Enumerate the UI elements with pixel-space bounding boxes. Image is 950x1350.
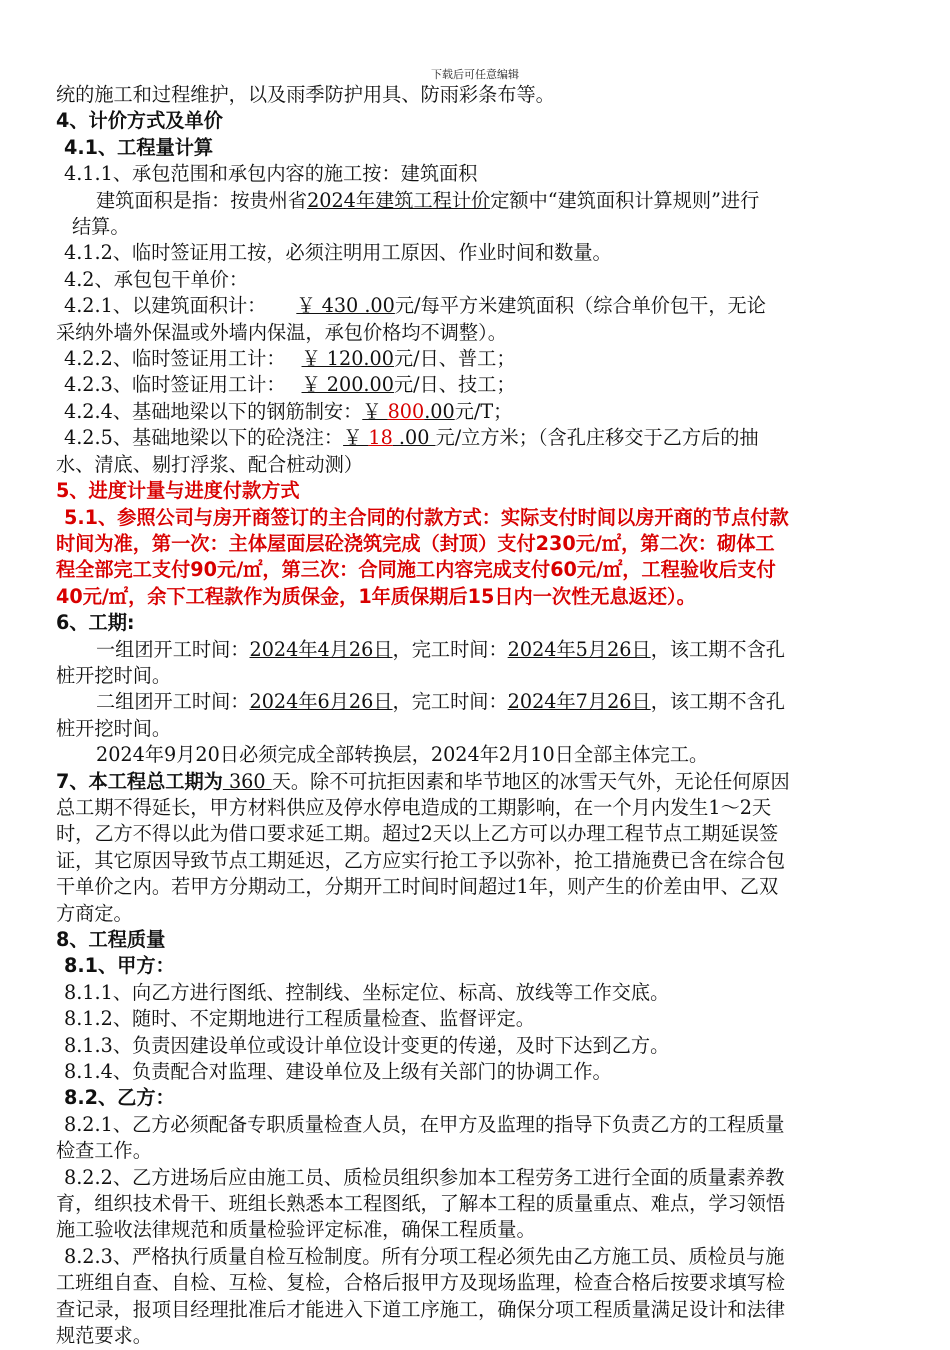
clause-text: 结算。 <box>72 215 130 239</box>
schedule-line: 桩开挖时间。 <box>56 663 172 687</box>
clause: 4.1.1、承包范围和承包内容的施工按：建筑面积 <box>64 162 478 186</box>
payment-terms: 程全部完工支付90元/㎡，第三次：合同施工内容完成支付60元/㎡，工程验收后支付 <box>56 558 776 582</box>
clause: 8.1.4、负责配合对监理、建设单位及上级有关部门的协调工作。 <box>64 1060 612 1084</box>
payment-terms: 时间为准，第一次：主体屋面层砼浇筑完成（封顶）支付230元/㎡，第二次：砌体工 <box>56 531 775 555</box>
clause-price: 4.2.1、以建筑面积计： ￥ 430 .00元/每平方米建筑面积（综合单价包干，无论 <box>64 294 766 318</box>
clause-text: 施工验收法律规范和质量检验评定标准，确保工程质量。 <box>56 1218 536 1242</box>
document-body <box>56 82 916 1350</box>
clause-text: 建筑面积是指：按贵州省2024年建筑工程计价定额中“建筑面积计算规则”进行 <box>96 188 760 212</box>
clause-price: 4.2.5、基础地梁以下的砼浇注：￥ 18 .00 元/立方米；（含孔庄移交于乙方后的抽 <box>64 426 759 450</box>
schedule-line: 二组团开工时间：2024年6月26日，完工时间：2024年7月26日，该工期不含孔 <box>96 690 785 714</box>
schedule-line: 桩开挖时间。 <box>56 716 172 740</box>
paragraph: 方商定。 <box>56 901 133 925</box>
clause-text: 查记录，报项目经理批准后才能进入下道工序施工，确保分项工程质量满足设计和法律 <box>56 1297 786 1321</box>
subsection-heading: 8.2、乙方： <box>64 1086 175 1110</box>
clause-price: 4.2.2、临时签证用工计： ￥ 120.00元/日、普工； <box>64 347 516 371</box>
section-heading: 5、进度计量与进度付款方式 <box>56 479 300 503</box>
clause: 4.1.2、临时签证用工按，必须注明用工原因、作业时间和数量。 <box>64 241 612 265</box>
clause-price: 4.2.4、基础地梁以下的钢筋制安：￥ 800.00元/T； <box>64 399 513 423</box>
clause: 8.2.3、严格执行质量自检互检制度。所有分项工程必须先由乙方施工员、质检员与施 <box>64 1244 785 1268</box>
paragraph: 7、本工程总工期为 360 天。除不可抗拒因素和毕节地区的冰雪天气外，无论任何原因 <box>56 769 790 793</box>
paragraph: 干单价之内。若甲方分期动工，分期开工时间时间超过1年，则产生的价差由甲、乙双 <box>56 875 779 899</box>
section-heading: 8、工程质量 <box>56 928 166 951</box>
schedule-line: 2024年9月20日必须完成全部转换层，2024年2月10日全部主体完工。 <box>96 743 709 767</box>
paragraph: 证，其它原因导致节点工期延迟，乙方应实行抢工予以弥补，抢工措施费已含在综合包 <box>56 848 786 872</box>
page-header: 下载后可任意编辑 <box>431 68 519 81</box>
clause: 4.2、承包包干单价： <box>64 267 249 291</box>
payment-terms: 5.1、参照公司与房开商签订的主合同的付款方式：实际支付时间以房开商的节点付款 <box>64 505 789 529</box>
paragraph: 总工期不得延长，甲方材料供应及停水停电造成的工期影响，在一个月内发生1～2天 <box>56 795 772 819</box>
section-heading: 4、计价方式及单价 <box>56 109 223 133</box>
clause: 8.1.1、向乙方进行图纸、控制线、坐标定位、标高、放线等工作交底。 <box>64 980 670 1004</box>
clause: 8.1.2、随时、不定期地进行工程质量检查、监督评定。 <box>64 1007 535 1031</box>
clause: 8.2.2、乙方进场后应由施工员、质检员组织参加本工程劳务工进行全面的质量素养教 <box>64 1165 785 1189</box>
clause: 8.1.3、负责因建设单位或设计单位设计变更的传递，及时下达到乙方。 <box>64 1033 670 1057</box>
section-heading: 6、工期: <box>56 611 135 635</box>
subsection-heading: 8.1、甲方： <box>64 954 175 978</box>
clause-text: 工班组自查、自检、互检、复检，合格后报甲方及现场监理，检查合格后按要求填写检 <box>56 1271 786 1295</box>
clause-price: 4.2.3、临时签证用工计： ￥ 200.00元/日、技工； <box>64 373 516 397</box>
subsection-heading: 4.1、工程量计算 <box>64 135 214 159</box>
clause-text: 水、清底、剔打浮浆、配合桩动测） <box>56 452 363 476</box>
paragraph: 统的施工和过程维护，以及雨季防护用具、防雨彩条布等。 <box>56 83 555 106</box>
clause-text: 育，组织技术骨干、班组长熟悉本工程图纸，了解本工程的质量重点、难点，学习领悟 <box>56 1192 786 1216</box>
schedule-line: 一组团开工时间：2024年4月26日，完工时间：2024年5月26日，该工期不含孔 <box>96 637 785 661</box>
clause: 8.2.1、乙方必须配备专职质量检查人员，在甲方及监理的指导下负责乙方的工程质量 <box>64 1112 785 1136</box>
clause-text: 规范要求。 <box>56 1324 152 1348</box>
clause-text: 采纳外墙外保温或外墙内保温，承包价格均不调整）。 <box>56 320 507 344</box>
clause-text: 检查工作。 <box>56 1139 152 1163</box>
paragraph: 时，乙方不得以此为借口要求延工期。超过2天以上乙方可以办理工程节点工期延误签 <box>56 822 779 846</box>
payment-terms: 40元/㎡，余下工程款作为质保金，1年质保期后15日内一次性无息返还）。 <box>56 584 696 608</box>
